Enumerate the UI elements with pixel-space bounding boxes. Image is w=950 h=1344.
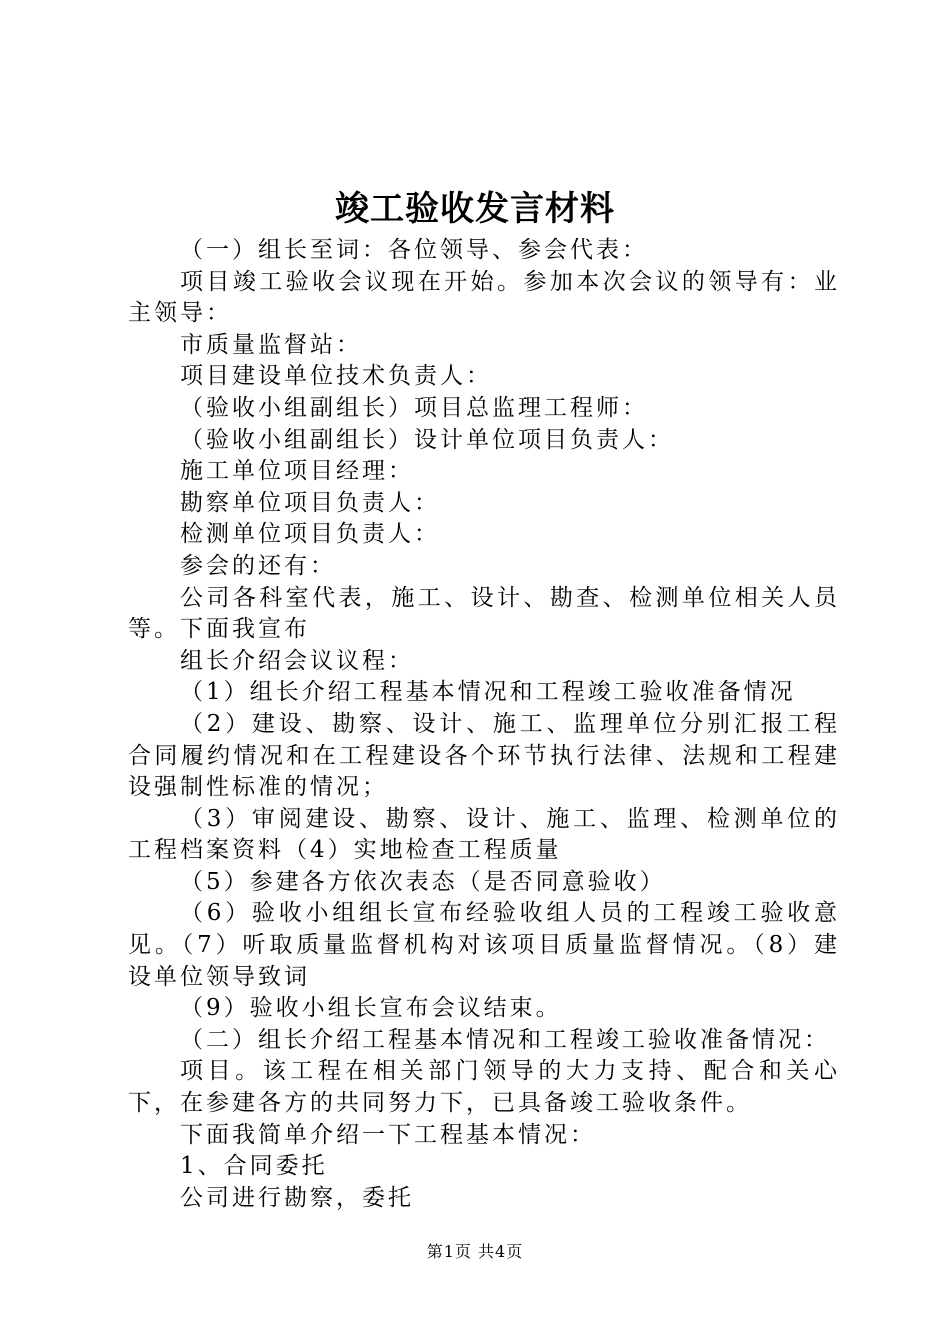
paragraph-tech-lead: 项目建设单位技术负责人： (180, 363, 492, 390)
document-body (128, 235, 840, 1214)
paragraph-survey-lead: 勘察单位项目负责人： (180, 489, 440, 516)
paragraph-agenda-item-5: （5）参建各方依次表态（是否同意验收） (180, 868, 666, 895)
paragraph-chief-supervisor: （验收小组副组长）项目总监理工程师： (180, 394, 648, 421)
paragraph-agenda-item-1: （1）组长介绍工程基本情况和工程竣工验收准备情况 (180, 679, 796, 706)
page-footer: 第1页 共4页 (426, 1242, 524, 1261)
paragraph-construction-manager: 施工单位项目经理： (180, 458, 414, 485)
document-title: 竣工验收发言材料 (335, 189, 615, 229)
paragraph-survey-entrust: 公司进行勘察，委托 (180, 1184, 414, 1211)
paragraph-project-ready: 项目。该工程在相关部门领导的大力支持、配合和关心下，在参建各方的共同努力下，已具备竣工验收条件。 (128, 1058, 840, 1117)
paragraph-quality-station: 市质量监督站： (180, 331, 362, 358)
paragraph-contract-heading: 1、合同委托 (180, 1153, 328, 1180)
paragraph-basic-info-intro: 下面我简单介绍一下工程基本情况： (180, 1121, 596, 1148)
paragraph-agenda-intro: 组长介绍会议议程： (180, 647, 414, 674)
paragraph-company-reps: 公司各科室代表，施工、设计、勘查、检测单位相关人员等。下面我宣布 (128, 584, 840, 643)
paragraph-agenda-item-9: （9）验收小组长宣布会议结束。 (180, 995, 562, 1022)
paragraph-agenda-item-2: （2）建设、勘察、设计、施工、监理单位分别汇报工程合同履约情况和在工程建设各个环节执行法律、法规和工程建设强制性标准的情况； (128, 710, 840, 801)
paragraph-agenda-item-6-8: （6）验收小组组长宣布经验收组人员的工程竣工验收意见。（7）听取质量监督机构对该项目质量监督情况。（8）建设单位领导致词 (128, 900, 840, 990)
paragraph-other-attendees: 参会的还有： (180, 552, 336, 579)
paragraph-section-two-heading: （二）组长介绍工程基本情况和工程竣工验收准备情况： (180, 1026, 830, 1053)
paragraph-meeting-start: 项目竣工验收会议现在开始。参加本次会议的领导有：业主领导： (128, 268, 840, 327)
paragraph-opening: （一）组长至词：各位领导、参会代表： (180, 237, 648, 263)
paragraph-inspection-lead: 检测单位项目负责人： (180, 521, 440, 548)
paragraph-agenda-item-3-4: （3）审阅建设、勘察、设计、施工、监理、检测单位的工程档案资料（4）实地检查工程质量 (128, 805, 840, 864)
paragraph-design-lead: （验收小组副组长）设计单位项目负责人： (180, 426, 674, 453)
